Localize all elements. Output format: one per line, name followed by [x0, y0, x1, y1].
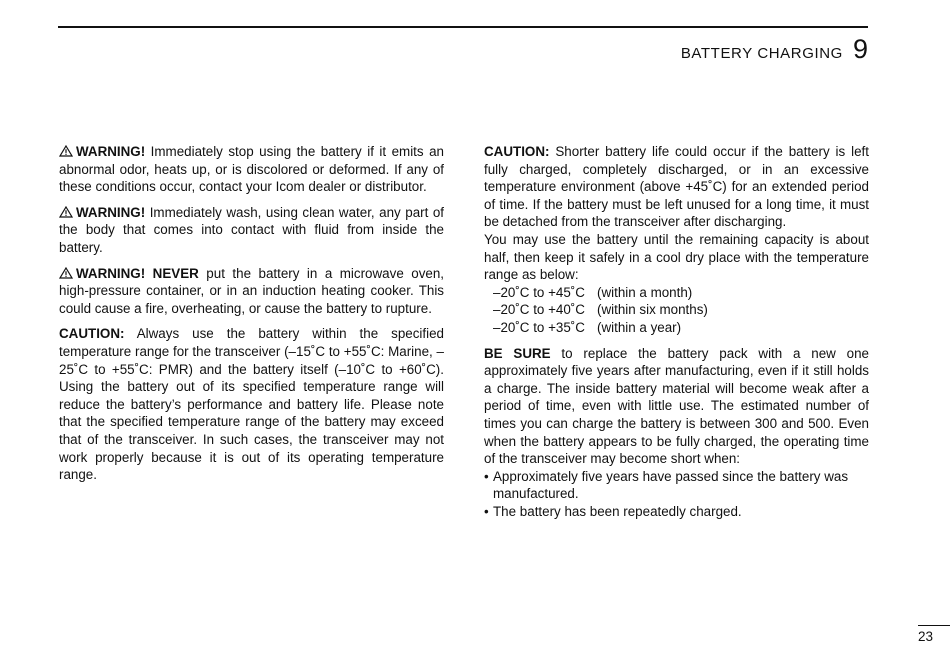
bullet-text: The battery has been repeatedly charged.: [493, 503, 742, 519]
be-sure-label: BE SURE: [484, 345, 551, 361]
warning-text: Immediately stop using the battery if it emits an abnormal odor, heats up, or is discolored or deformed. If any of these conditions occur, contact your Icom dealer or distributor.: [59, 144, 444, 195]
bullet-list: [484, 468, 869, 521]
footer-rule: [918, 625, 950, 626]
range-period: (within six months): [597, 302, 708, 318]
caution-text: Always use the battery within the specified temperature range for the transceiver (–15˚C to +55˚C: Marine, –25˚C to +55˚C: PMR) and the battery itself (–10˚C to +60˚C). Using the battery out of its specified temperature range will reduce the battery’s performance and battery life. Please note that the specified temperature range of the battery may exceed that of the transceiver. In such cases, the transceiver may not work properly because it is out of its operating temperature range.: [59, 326, 444, 483]
section-number: 9: [852, 34, 868, 64]
range-value: –20˚C to +40˚C: [493, 302, 585, 318]
page-number: 23: [918, 629, 934, 644]
page-header: [681, 36, 868, 63]
caution-label: CAUTION:: [484, 144, 550, 159]
warning-icon: [59, 145, 73, 157]
range-period: (within a year): [597, 319, 682, 335]
range-row: [493, 319, 869, 337]
be-sure-paragraph: [484, 345, 869, 468]
warning-icon: [59, 267, 73, 279]
warning-label: WARNING!: [76, 204, 146, 220]
left-column: [59, 143, 444, 492]
range-value: –20˚C to +35˚C: [493, 319, 585, 335]
warning-paragraph-2: [59, 204, 444, 257]
warning-label: WARNING!: [76, 144, 146, 159]
warning-paragraph-1: [59, 143, 444, 196]
bullet-icon: •: [484, 468, 489, 484]
caution-text: Shorter battery life could occur if the battery is left fully charged, completely discharged, or in an excessive temperature environment (above +45˚C) for an extended period of time. If the battery must be left unused for a long time, it must be detached from the transceiver after discharging.: [484, 144, 869, 230]
be-sure-text: to replace the battery pack with a new one approximately five years after manufacturing, even if it still holds a charge. The inside battery material will become weak after a period of time, even with little use. The estimated number of times you can charge the battery is between 300 and 500. Even when the battery appears to be fully charged, the operating time of the transceiver may become short when:: [484, 345, 869, 467]
right-column: [484, 143, 869, 520]
caution-paragraph: [59, 325, 444, 483]
range-row: [493, 284, 869, 302]
warning-paragraph-3: [59, 265, 444, 318]
warning-text: put the battery in a microwave oven, high-pressure container, or in an induction heating cooker. This could cause a fire, overheating, or cause the battery to rupture.: [59, 265, 445, 316]
caution-label: CAUTION:: [59, 326, 125, 342]
warning-text: Immediately wash, using clean water, any part of the body that comes into contact with fluid from inside the battery.: [59, 204, 444, 255]
top-rule: [58, 26, 868, 28]
range-row: [493, 301, 869, 319]
range-period: (within a month): [597, 284, 693, 300]
list-item: [484, 468, 869, 503]
storage-paragraph: You may use the battery until the remaining capacity is about half, then keep it safely in a cool dry place with the temperature range as below:: [484, 231, 869, 283]
section-title: BATTERY CHARGING: [680, 45, 843, 62]
warning-label: WARNING! NEVER: [76, 265, 199, 281]
temperature-range-list: [493, 284, 869, 337]
bullet-text: Approximately five years have passed since the battery was manufactured.: [493, 468, 849, 502]
range-value: –20˚C to +45˚C: [493, 284, 585, 300]
caution-paragraph: [484, 143, 869, 231]
list-item: [484, 503, 869, 521]
bullet-icon: •: [484, 503, 489, 519]
warning-icon: [59, 206, 73, 218]
